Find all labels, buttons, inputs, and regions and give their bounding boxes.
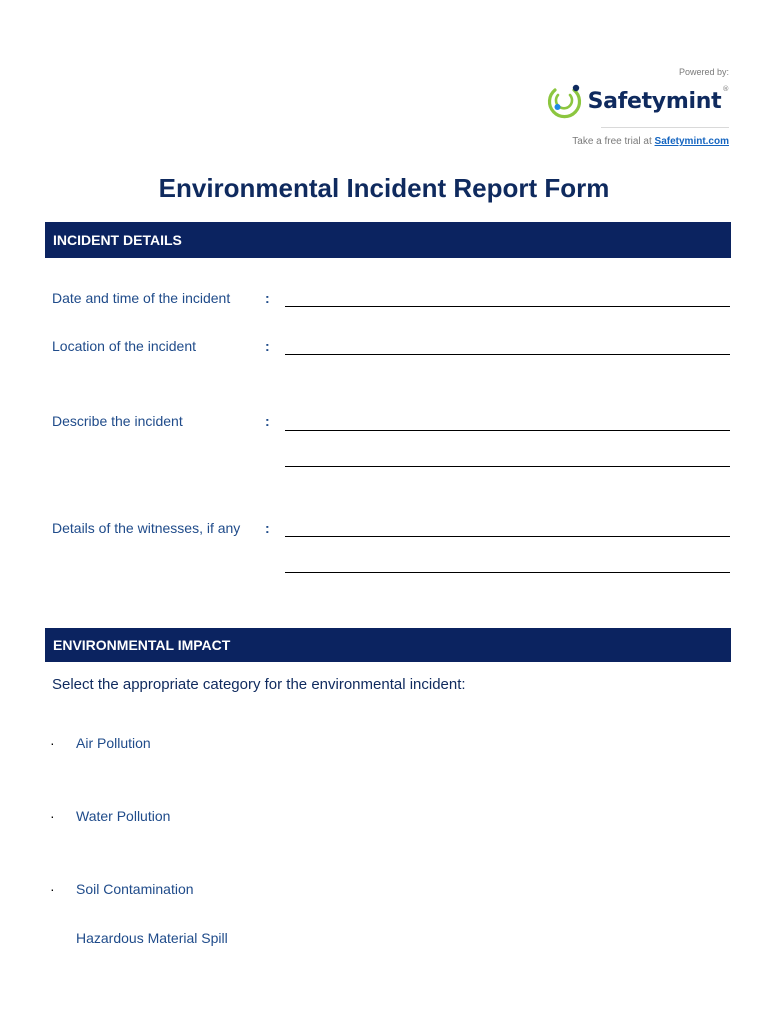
category-label: Air Pollution [76,735,151,751]
category-instruction: Select the appropriate category for the environmental incident: [52,676,466,693]
location-input-line[interactable] [285,354,730,355]
witnesses-input-line-2[interactable] [285,572,730,573]
bullet-icon: · [50,808,55,824]
brand-divider [601,127,729,128]
safetymint-logo-icon [544,81,584,121]
category-soil-contamination[interactable] [50,881,194,897]
field-colon: : [265,290,270,306]
witnesses-input-line-1[interactable] [285,536,730,537]
incident-details-header: INCIDENT DETAILS [45,222,731,258]
free-trial-text: Take a free trial at Safetymint.com [572,136,729,147]
powered-by-text: Powered by: [678,67,729,77]
page-title: Environmental Incident Report Form [158,173,610,203]
category-hazardous-material-spill[interactable] [50,930,228,946]
category-label: Hazardous Material Spill [76,930,228,946]
witnesses-label: Details of the witnesses, if any [52,520,241,536]
category-label: Soil Contamination [76,881,194,897]
category-water-pollution[interactable] [50,808,170,824]
describe-incident-input-line-1[interactable] [285,430,730,431]
describe-incident-input-line-2[interactable] [285,466,730,467]
safetymint-link[interactable]: Safetymint.com [654,136,729,147]
environmental-impact-header: ENVIRONMENTAL IMPACT [45,628,731,662]
describe-incident-label: Describe the incident [52,413,183,429]
date-time-label: Date and time of the incident [52,290,231,306]
field-colon: : [265,338,270,354]
branding-block [539,66,729,148]
date-time-input-line[interactable] [285,306,730,307]
logo-wordmark: Safetymint® [587,85,729,114]
bullet-icon: · [50,735,55,751]
location-label: Location of the incident [52,338,196,354]
category-label: Water Pollution [76,808,171,824]
field-colon: : [265,520,270,536]
field-colon: : [265,413,270,429]
bullet-icon: · [50,881,55,897]
category-air-pollution[interactable] [50,735,151,751]
safetymint-logo [539,79,729,123]
